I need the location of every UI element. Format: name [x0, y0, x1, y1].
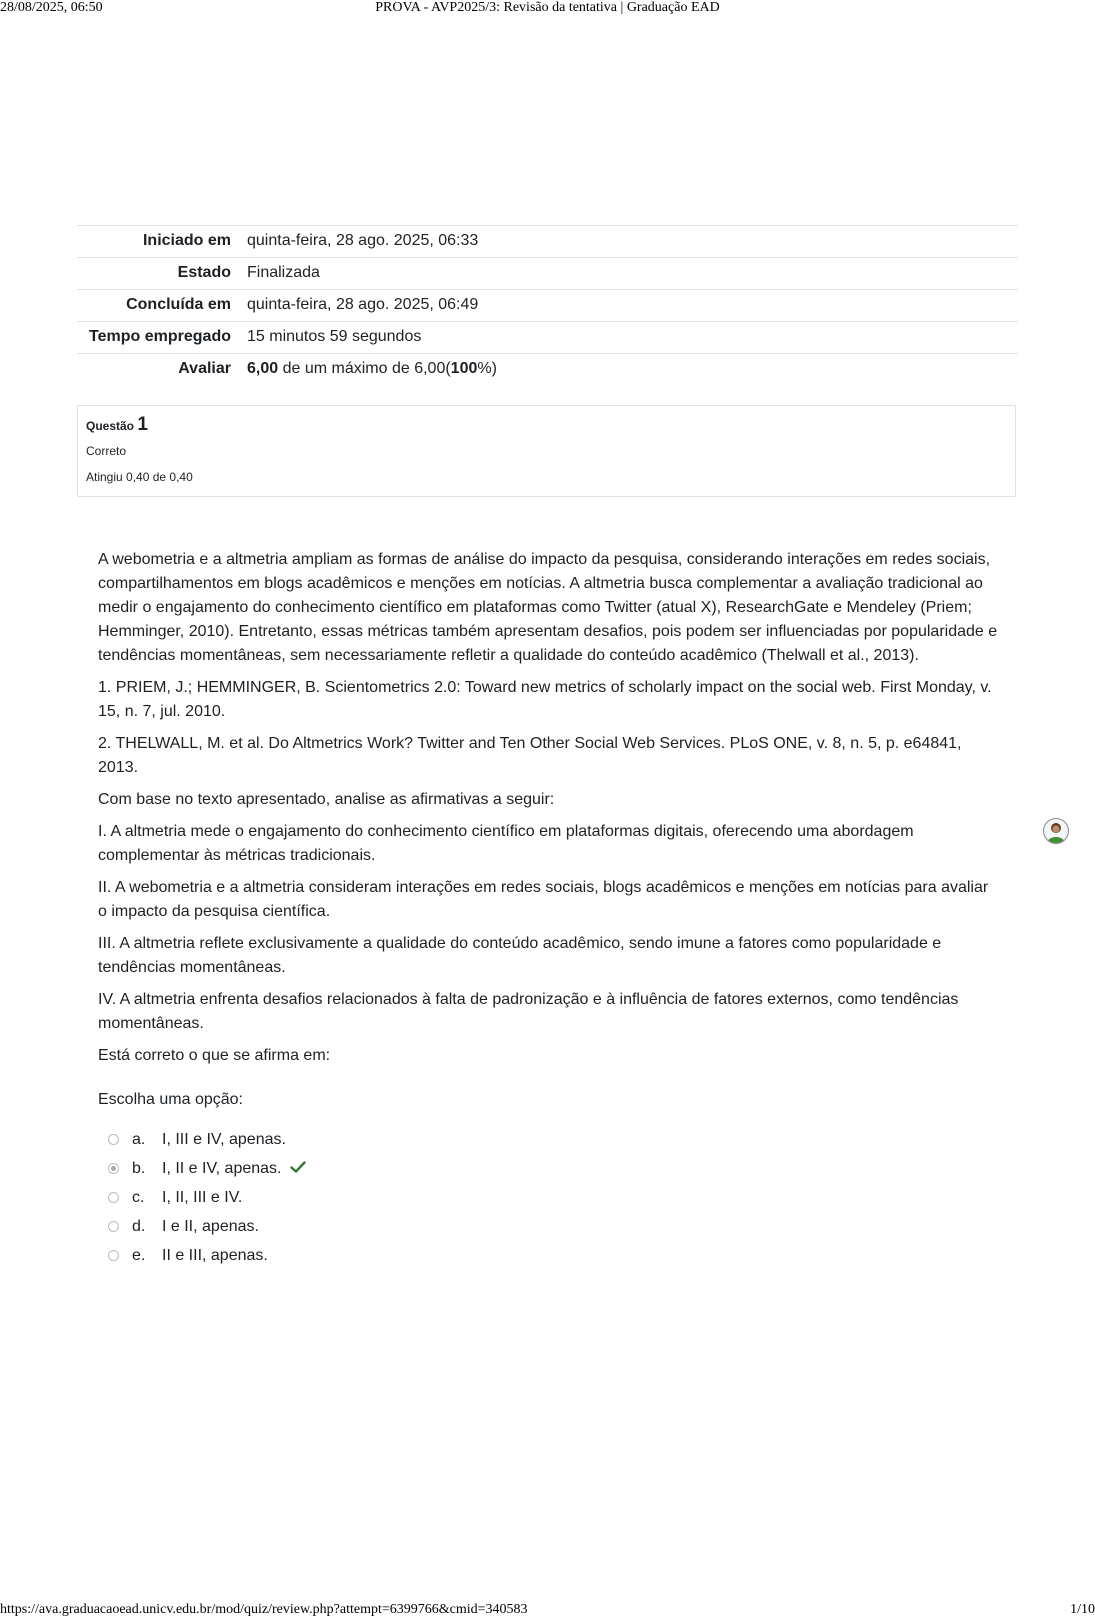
option-text: I, II e IV, apenas. [162, 1160, 282, 1177]
option-letter: b. [132, 1160, 146, 1177]
option-letter: d. [132, 1218, 146, 1235]
check-icon [290, 1160, 306, 1177]
summary-label: Avaliar [77, 354, 239, 386]
summary-row-time-taken [77, 322, 1018, 354]
answer-option-a[interactable] [98, 1126, 998, 1155]
option-letter: c. [132, 1189, 145, 1206]
grade-percent: 100 [450, 360, 478, 377]
print-footer [0, 1600, 1095, 1620]
print-datetime: 28/08/2025, 06:50 [0, 0, 103, 15]
summary-row-completed [77, 290, 1018, 322]
print-header [0, 0, 1095, 18]
option-text: I, II, III e IV. [162, 1189, 243, 1206]
radio-button-selected[interactable] [108, 1163, 119, 1174]
summary-row-grade [77, 354, 1018, 386]
print-page-title: PROVA - AVP2025/3: Revisão da tentativa | Graduação EAD [375, 0, 720, 15]
summary-label: Estado [77, 258, 239, 290]
radio-button[interactable] [108, 1134, 119, 1145]
question-text-paragraph: A webometria e a altmetria ampliam as formas de análise do impacto da pesquisa, considerando interações em redes sociais, compartilhamentos em blogs acadêmicos e menções em notícias. A altmetria busca complementar a avaliação tradicional ao medir o engajamento do conhecimento científico em plataformas como Twitter (atual X), ResearchGate e Mendeley (Priem; Hemminger, 2010). Entretanto, essas métricas também apresentam desafios, pois podem ser influenciadas por popularidade e tendências momentâneas, sem necessariamente refletir a qualidade do conteúdo acadêmico (Thelwall et al., 2013). [98, 551, 998, 664]
answer-option-c[interactable] [98, 1184, 998, 1213]
radio-button[interactable] [108, 1192, 119, 1203]
reference-1: 1. PRIEM, J.; HEMMINGER, B. Scientometrics 2.0: Toward new metrics of scholarly impact on the social web. First Monday, v. 15, n. 7, jul. 2010. [98, 679, 992, 720]
question-grade: Atingiu 0,40 de 0,40 [86, 470, 193, 484]
question-info-box [77, 405, 1016, 497]
summary-value: Finalizada [239, 258, 1018, 290]
option-text: I, III e IV, apenas. [162, 1131, 286, 1148]
question-number-value: 1 [137, 414, 148, 435]
summary-value: quinta-feira, 28 ago. 2025, 06:33 [239, 226, 1018, 258]
summary-value [239, 354, 1018, 386]
grade-max: de um máximo de 6,00( [278, 360, 451, 377]
summary-value: quinta-feira, 28 ago. 2025, 06:49 [239, 290, 1018, 322]
answer-prompt: Escolha uma opção: [98, 1091, 243, 1108]
summary-row-state [77, 258, 1018, 290]
summary-row-started [77, 226, 1018, 258]
option-text: I e II, apenas. [162, 1218, 259, 1235]
summary-label: Tempo empregado [77, 322, 239, 354]
radio-button[interactable] [108, 1221, 119, 1232]
radio-button[interactable] [108, 1250, 119, 1261]
question-number [86, 414, 1007, 436]
summary-value: 15 minutos 59 segundos [239, 322, 1018, 354]
statement-1: I. A altmetria mede o engajamento do conhecimento científico em plataformas digitais, oferecendo uma abordagem complementar às métricas tradicionais. [98, 823, 914, 864]
statement-2: II. A webometria e a altmetria consideram interações em redes sociais, blogs acadêmicos e menções em notícias para avaliar o impacto da pesquisa científica. [98, 879, 989, 920]
option-letter: a. [132, 1131, 146, 1148]
print-url: https://ava.graduacaoead.unicv.edu.br/mod/quiz/review.php?attempt=6399766&cmid=340583 [0, 1602, 528, 1617]
print-page-number: 1/10 [1070, 1602, 1095, 1617]
answer-option-e[interactable] [98, 1242, 998, 1271]
option-text: II e III, apenas. [162, 1247, 268, 1264]
option-letter: e. [132, 1247, 146, 1264]
question-stem: Está correto o que se afirma em: [98, 1047, 331, 1064]
reference-2: 2. THELWALL, M. et al. Do Altmetrics Work? Twitter and Ten Other Social Web Services. PLoS ONE, v. 8, n. 5, p. e64841, 2013. [98, 735, 962, 776]
question-content [98, 548, 998, 1271]
question-state: Correto [86, 444, 127, 458]
summary-label: Iniciado em [77, 226, 239, 258]
summary-label: Concluída em [77, 290, 239, 322]
answer-option-d[interactable] [98, 1213, 998, 1242]
avatar-icon[interactable] [1043, 818, 1069, 844]
answer-options [98, 1126, 998, 1271]
grade-percent-suffix: %) [477, 360, 497, 377]
answer-option-b[interactable] [98, 1155, 998, 1184]
question-instruction: Com base no texto apresentado, analise as afirmativas a seguir: [98, 791, 555, 808]
statement-3: III. A altmetria reflete exclusivamente a qualidade do conteúdo acadêmico, sendo imune a fatores como popularidade e tendências momentâneas. [98, 935, 942, 976]
attempt-summary-table [77, 225, 1018, 385]
statement-4: IV. A altmetria enfrenta desafios relacionados à falta de padronização e à influência de fatores externos, como tendências momentâneas. [98, 991, 959, 1032]
grade-score: 6,00 [247, 360, 279, 377]
question-label: Questão [86, 419, 138, 433]
